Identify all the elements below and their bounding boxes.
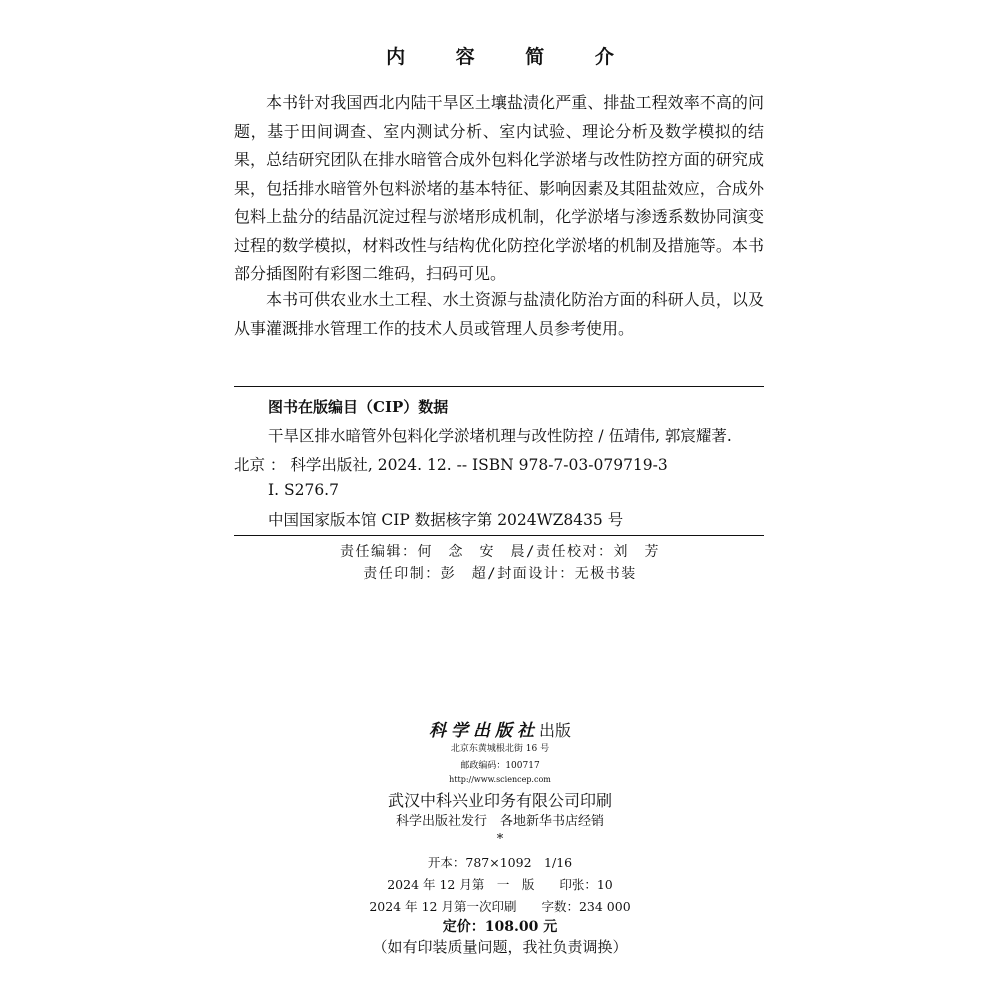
cip-top-divider [234,386,764,387]
publisher-postcode: 邮政编码：100717 [460,761,540,771]
editor-credits: 责任编辑：何 念 安 晨/责任校对：刘 芳 [340,544,660,560]
summary-paragraph-2: 本书可供农业水土工程、水土资源与盐渍化防治方面的科研人员，以及从事灌溉排水管理工作的技术人员或管理人员参考使用。 [234,290,764,338]
edition-info: 2024 年 12 月第 一 版 印张：10 [387,877,613,892]
cip-bottom-divider [234,535,764,536]
cip-classification: I. S276.7 [268,481,339,499]
cip-record-number: 中国国家版本馆 CIP 数据核字第 2024WZ8435 号 [268,511,624,529]
printer-line: 武汉中科兴业印务有限公司印刷 [387,791,612,810]
separator-asterisk: * [496,832,504,847]
cip-heading: 图书在版编目（CIP）数据 [268,398,449,416]
summary-paragraph-1: 本书针对我国西北内陆干旱区土壤盐渍化严重、排盐工程效率不高的问题，基于田间调查、室内测试分析、室内试验、理论分析及数学模拟的结果，总结研究团队在排水暗管合成外包料化学淤堵与改性防控方面的研究成果，包括排水暗管外包料淤堵的基本特征、影响因素及其阻盐效应，合成外包料上盐分的结晶沉淀过程与淤堵形成机制，化学淤堵与渗透系数协同演变过程的数学模拟，材料改性与结构优化防控化学淤堵的机制及措施等。本书部分插图附有彩图二维码，扫码可见。 [234,93,764,283]
distribution-line: 科学出版社发行 各地新华书店经销 [395,814,604,829]
publisher-suffix: 出版 [538,721,571,740]
publisher-website: http://www.sciencep.com [449,775,551,784]
publisher-address: 北京东黄城根北街 16 号 [450,744,550,754]
quality-notice: （如有印装质量问题，我社负责调换） [372,938,628,956]
publisher-line [0,716,1000,741]
printing-info: 2024 年 12 月第一次印刷 字数：234 000 [369,899,631,914]
publisher-logo-text: 科学出版社 [428,721,539,741]
production-credits: 责任印制：彭 超/封面设计：无极书装 [363,566,637,582]
book-format: 开本：787×1092 1/16 [427,855,573,870]
page-title: 内 容 简 介 [386,46,636,68]
cip-publication-line: 北京 ： 科学出版社, 2024. 12. -- ISBN 978-7-03-079719-3 [234,456,668,474]
cip-title-line: 干旱区排水暗管外包料化学淤堵机理与改性防控 / 伍靖伟, 郭宸耀著. [268,427,732,445]
price: 定价：108.00 元 [442,919,558,935]
